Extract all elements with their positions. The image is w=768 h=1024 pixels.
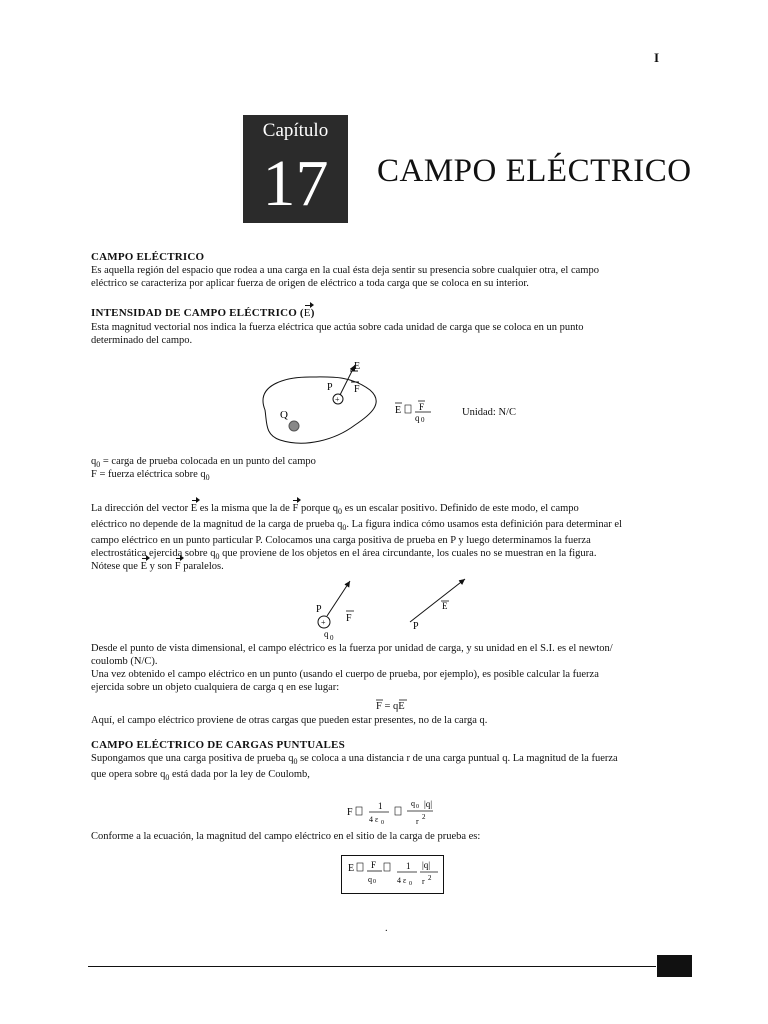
eq-eps: ε [403, 876, 407, 885]
text-run: es un escalar positivo. Definido de este modo, el campo [342, 503, 579, 514]
formula-f-qe: F = qE [376, 701, 405, 712]
eq-one: 1 [406, 861, 411, 871]
text-line: Esta magnitud vectorial nos indica la fuerza eléctrica que actúa sobre cada unidad de carga que se coloca en un punto [91, 322, 584, 333]
eq-num: F [419, 402, 425, 412]
eq-absq: |q| [424, 799, 433, 809]
footer-block [657, 955, 692, 977]
source-charge [289, 421, 299, 431]
field-vector-arrow [340, 365, 355, 395]
equation-e-definition [393, 398, 443, 424]
chapter-number: 17 [262, 147, 329, 220]
boxed-field-equation [341, 855, 444, 894]
label-e: E [442, 601, 448, 611]
eq-eps-sub: 0 [409, 881, 412, 887]
text-run: está dada por la ley de Coulomb, [169, 769, 310, 781]
eq-absq: |q| [422, 860, 431, 870]
text-line [91, 768, 695, 784]
definition-f [91, 468, 210, 484]
paragraph-dimensional [91, 642, 695, 694]
section-1-text [91, 264, 685, 290]
eq-exp: 2 [422, 813, 426, 821]
section-heading-intensidad [91, 307, 315, 319]
section-3-text [91, 752, 695, 784]
equation-field-point-charge [342, 856, 443, 893]
eq-eps: ε [375, 815, 379, 824]
text-run: Supongamos que una carga positiva de prueba q [91, 753, 294, 764]
plus-sign: + [321, 618, 326, 627]
missing-glyph [405, 405, 411, 413]
label-p2: P [413, 621, 419, 632]
eq-den: q [415, 413, 420, 423]
chapter-label: Capítulo [262, 120, 329, 141]
field-region-figure [255, 355, 385, 450]
eq-lhs: E [348, 863, 355, 874]
text-run: que proviene de los objetos en el área circundante, los cuales no se muestran en la figura. [219, 548, 597, 560]
text-line: Aquí, el campo eléctrico proviene de otras cargas que pueden estar presentes, no de la carga q. [91, 715, 488, 726]
text-run: La dirección del vector [91, 503, 191, 514]
eq-q0-sub: 0 [416, 804, 419, 810]
text-line: eléctrico se caracteriza por aplicar fuerza de origen de eléctrico a toda carga que se coloca en su interior. [91, 278, 529, 289]
label-f: F [346, 613, 352, 624]
eq-f: F [371, 860, 377, 870]
text-run: porque q [298, 503, 338, 514]
plus-sign: + [335, 395, 340, 404]
section-2-text [91, 321, 685, 347]
q-subscript: 0 [205, 473, 210, 483]
eq-lhs: F [347, 807, 353, 818]
text-line: coulomb (N/C). [91, 656, 158, 667]
eq-four: 4 [397, 876, 401, 885]
label-p1: P [316, 604, 322, 615]
unit-label: Unidad: N/C [462, 407, 516, 418]
note-parallel [91, 560, 224, 573]
heading-close: ) [310, 307, 315, 319]
definition-text: = carga de prueba colocada en un punto del campo [100, 456, 316, 467]
text-run: electrostática ejercida sobre q [91, 548, 216, 560]
section-heading-cargas-puntuales: CAMPO ELÉCTRICO DE CARGAS PUNTUALES [91, 739, 345, 751]
text-run: eléctrico no depende de la magnitud de la carga de prueba q [91, 519, 343, 531]
text-line: Desde el punto de vista dimensional, el campo eléctrico es la fuerza por unidad de carga, y su unidad en el S.I. es el newton/ [91, 643, 613, 654]
eq-exp: 2 [428, 874, 432, 882]
eq-den-sub: 0 [421, 416, 425, 424]
vector-f: F [292, 503, 299, 514]
text-line: ejercida sobre un objeto cualquiera de carga q en ese lugar: [91, 682, 340, 693]
text-run: Nótese que [91, 561, 141, 572]
eq-four: 4 [369, 815, 373, 824]
text-line [91, 752, 695, 768]
eq-one: 1 [378, 801, 383, 811]
chapter-badge [243, 115, 348, 223]
text-line: campo eléctrico en un punto particular P. Colocamos una carga positiva de prueba en P y luego determinamos la fuerza [91, 535, 591, 547]
text-run: . La figura indica cómo usamos esta definición para determinar el [346, 519, 622, 531]
vector-e: E [140, 561, 147, 572]
label-f: F [354, 384, 360, 395]
text-run: y son [147, 561, 175, 572]
eq-lhs: E [395, 405, 402, 416]
eq-q0: q [368, 875, 372, 884]
eq-eps-sub: 0 [381, 820, 384, 826]
subscript: 0 [215, 552, 220, 562]
q-subscript: 0 [96, 460, 101, 470]
label-q: Q [280, 409, 288, 421]
subscript: 0 [342, 523, 347, 533]
text-line [91, 502, 695, 518]
subscript: 0 [293, 757, 298, 767]
eq-q0: q [411, 799, 415, 808]
text-line: Conforme a la ecuación, la magnitud del campo eléctrico en el sitio de la carga de prueba es: [91, 831, 481, 842]
text-run: es la misma que la de [197, 503, 293, 514]
text-run: paralelos. [180, 561, 224, 572]
label-e: E [354, 361, 361, 372]
eq-r: r [416, 817, 419, 826]
field-arrow [410, 579, 465, 622]
section-heading-campo-electrico: CAMPO ELÉCTRICO [91, 251, 205, 263]
label-q0: q [324, 629, 329, 639]
eq-r: r [422, 877, 425, 886]
chapter-title: CAMPO ELÉCTRICO [377, 153, 692, 189]
heading-text: INTENSIDAD DE CAMPO ELÉCTRICO ( [91, 307, 304, 319]
text-run: se coloca a una distancia r de una carga puntual q. La magnitud de la fuerza [297, 753, 618, 764]
stray-dot: . [385, 923, 388, 934]
label-p: P [327, 382, 333, 393]
text-line [91, 518, 695, 534]
text-line: determinado del campo. [91, 335, 193, 346]
equation-coulomb [345, 797, 445, 829]
subscript: 0 [165, 773, 170, 783]
vector-e: E [190, 503, 198, 514]
vector-f: F [174, 561, 181, 572]
formula-vector-marks [374, 697, 414, 705]
text-line: Una vez obtenido el campo eléctrico en un punto (usando el cuerpo de prueba, por ejemplo), es posible calcular la fuerza [91, 669, 599, 680]
text-run: que opera sobre q [91, 769, 166, 781]
definition-text: F = fuerza eléctrica sobre q [91, 469, 206, 480]
footer-rule [88, 966, 656, 967]
label-q0-sub: 0 [330, 634, 334, 642]
vector-symbol: E [303, 307, 311, 319]
eq-q0-sub: 0 [373, 879, 376, 885]
subscript: 0 [338, 507, 342, 517]
text-line: Es aquella región del espacio que rodea a una carga en la cual ésta deja sentir su presencia sobre cualquier otra, el campo [91, 265, 599, 276]
parallel-vectors-figure [310, 575, 480, 645]
page-number: I [654, 50, 660, 65]
q-symbol: q [91, 456, 97, 467]
